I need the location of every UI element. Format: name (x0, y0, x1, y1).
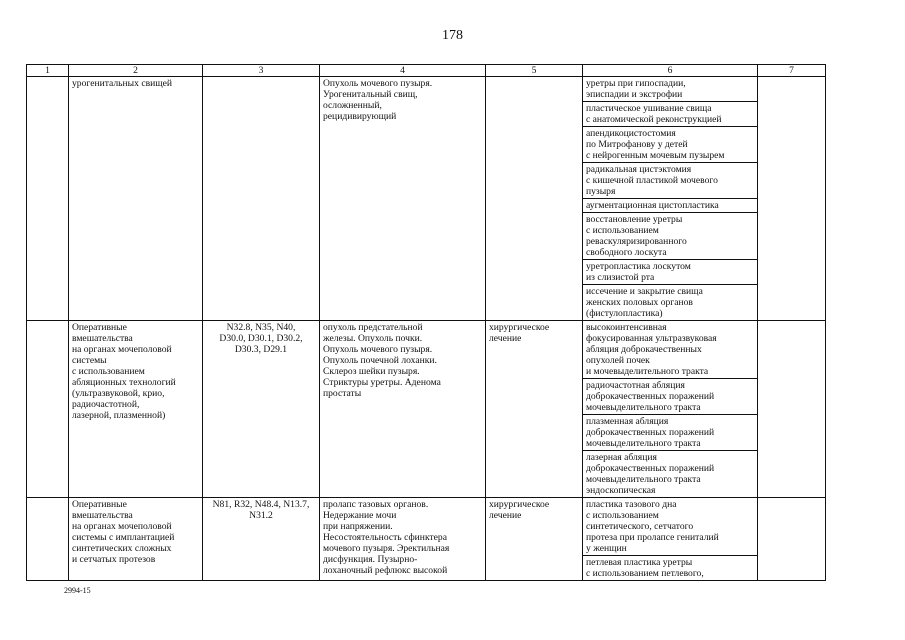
treatment-method: высокоинтенсивная фокусированная ультразвуковая абляция доброкачественных опухолей почек и мочевыделительного тракта (583, 321, 757, 379)
treatment-type-cell: хирургическое лечение (486, 321, 583, 498)
row-number-cell (27, 77, 69, 321)
treatment-method: апендикоцистостомия по Митрофанову у детей с нейрогенным мочевым пузырем (583, 127, 757, 163)
treatment-methods-cell (583, 498, 758, 581)
table-row (27, 321, 826, 498)
column-number: 5 (486, 65, 583, 77)
intervention-name-cell: Оперативные вмешательства на органах мочеполовой системы с имплантацией синтетических сложных и сетчатых протезов (69, 498, 203, 581)
treatment-methods-cell (583, 77, 758, 321)
procedures-table (26, 64, 826, 581)
column-number: 3 (203, 65, 320, 77)
treatment-method: пластическое ушивание свища с анатомической реконструкцией (583, 102, 757, 127)
patient-model-cell: пролапс тазовых органов. Недержание мочи при напряжении. Несостоятельность сфинктера мочевого пузыря. Эректильная дисфункция. Пузырно- лоханочный рефлюкс высокой (320, 498, 486, 581)
column-number: 1 (27, 65, 69, 77)
column-number: 2 (69, 65, 203, 77)
patient-model-cell: опухоль предстательной железы. Опухоль почки. Опухоль мочевого пузыря. Опухоль почечной лоханки. Склероз шейки пузыря. Стриктуры уретры. Аденома простаты (320, 321, 486, 498)
treatment-method: иссечение и закрытие свища женских половых органов (фистулопластика) (586, 286, 703, 319)
treatment-method: радикальная цистэктомия с кишечной пластикой мочевого пузыря (583, 163, 757, 199)
column-number-row (27, 65, 826, 77)
column-number: 7 (758, 65, 826, 77)
table-row (27, 77, 826, 321)
treatment-methods-cell (583, 321, 758, 498)
column-number: 4 (320, 65, 486, 77)
icd-codes-cell (203, 77, 320, 321)
intervention-name-cell: Оперативные вмешательства на органах мочеполовой системы с использованием абляционных технологий (ультразвуковой, крио, радиочастотной, лазерной, плазменной) (69, 321, 203, 498)
treatment-method: уретропластика лоскутом из слизистой рта (583, 260, 757, 285)
column-number: 6 (583, 65, 758, 77)
table-row (27, 498, 826, 581)
cost-cell (758, 498, 826, 581)
treatment-method: аугментационная цистопластика (583, 199, 757, 213)
document-code: 2994-15 (64, 586, 91, 595)
treatment-method: плазменная абляция доброкачественных поражений мочевыделительного тракта (583, 415, 757, 451)
treatment-method: пластика тазового дна с использованием синтетического, сетчатого протеза при пролапсе гениталий у женщин (583, 498, 757, 556)
treatment-method: лазерная абляция доброкачественных поражений мочевыделительного тракта эндоскопическая (586, 452, 715, 496)
treatment-method: восстановление уретры с использованием реваскуляризированного свободного лоскута (583, 213, 757, 260)
treatment-method: петлевая пластика уретры с использованием петлевого, (586, 557, 704, 579)
cost-cell (758, 77, 826, 321)
patient-model-cell: Опухоль мочевого пузыря. Урогенитальный свищ, осложненный, рецидивирующий (320, 77, 486, 321)
intervention-name-cell: урогенитальных свищей (69, 77, 203, 321)
treatment-type-cell: хирургическое лечение (486, 498, 583, 581)
row-number-cell (27, 321, 69, 498)
row-number-cell (27, 498, 69, 581)
cost-cell (758, 321, 826, 498)
treatment-type-cell (486, 77, 583, 321)
treatment-method: уретры при гипоспадии, эписпадии и экстрофии (583, 77, 757, 102)
treatment-method: радиочастотная абляция доброкачественных поражений мочевыделительного тракта (583, 379, 757, 415)
icd-codes-cell: N32.8, N35, N40, D30.0, D30.1, D30.2, D30.3, D29.1 (203, 321, 320, 498)
icd-codes-cell: N81, R32, N48.4, N13.7, N31.2 (203, 498, 320, 581)
page-number: 178 (442, 28, 463, 43)
